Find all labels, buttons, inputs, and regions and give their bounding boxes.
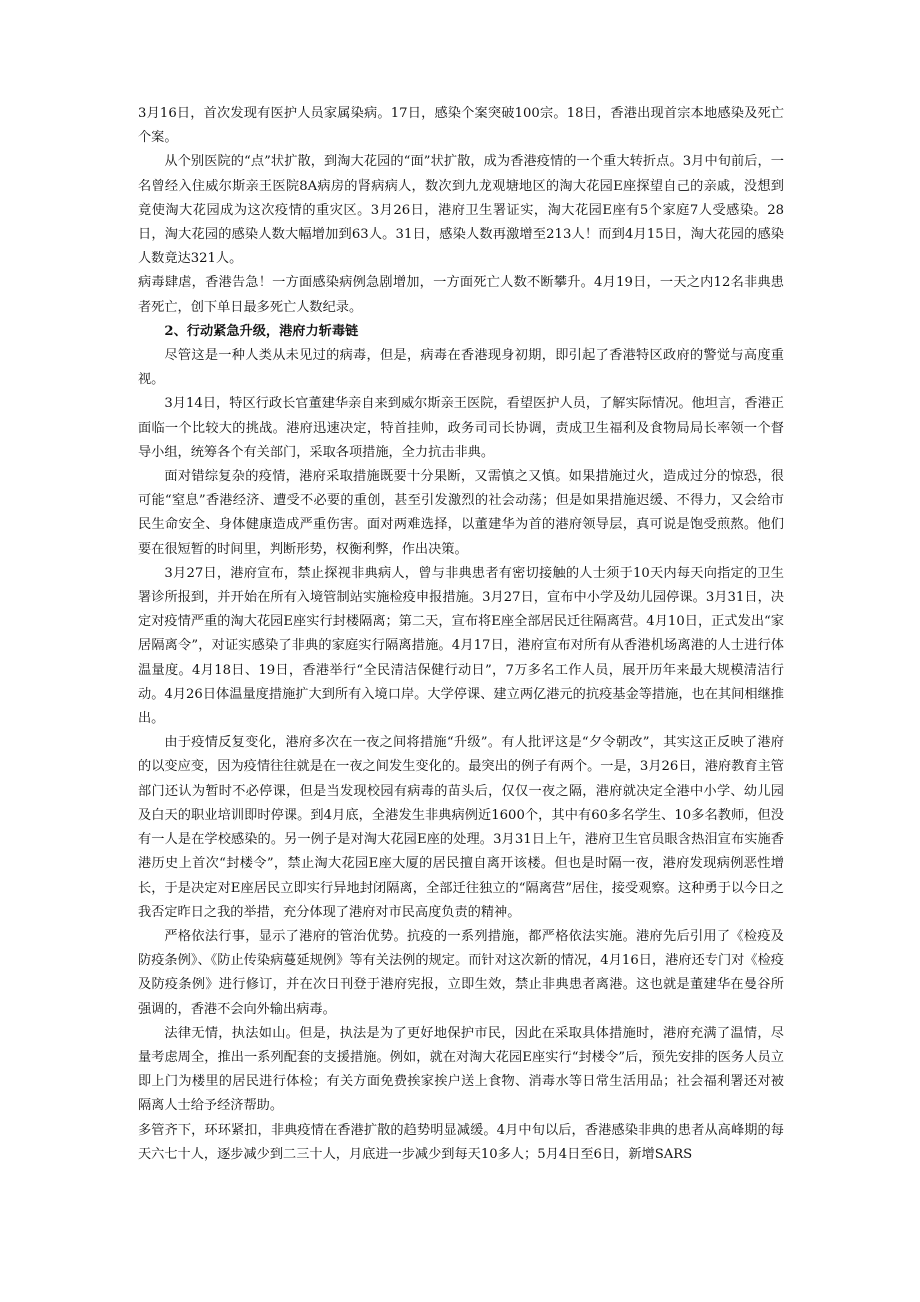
- paragraph-measures: 3月27日，港府宣布，禁止探视非典病人，曾与非典患者有密切接触的人士须于10天内每天向指定的卫生署诊所报到，并开始在所有入境管制站实施检疫申报措施。3月27日，宣布中小学及幼儿园停课。3月31日，决定对疫情严重的淘大花园E座实行封楼隔离；第二天，宣布将E座全部居民迁往隔离营。4月10日，正式发出“家居隔离令”，对证实感染了非典的家庭实行隔离措施。4月17日，港府宣布对所有从香港机场离港的人士进行体温量度。4月18日、19日，香港举行“全民清洁保健行动日”，7万多名工作人员，展开历年来最大规模清洁行动。4月26日体温量度措施扩大到所有入境口岸。大学停课、建立两亿港元的抗疫基金等措施，也在其间相继推出。: [138, 565, 784, 727]
- paragraph-escalation: 由于疫情反复变化，港府多次在一夜之间将措施“升级”。有人批评这是“夕令朝改”，其实这正反映了港府的以变应变，因为疫情往往就是在一夜之间发生变化的。最突出的例子有两个。一是，3月26日，港府教育主管部门还认为暂时不必停课，但是当发现校园有病毒的苗头后，仅仅一夜之隔，港府就决定全港中小学、幼儿园及白天的职业培训即时停课。到4月底，全港发生非典病例近1600个，其中有60多名学生、10多名教师，但没有一人是在学校感染的。另一例子是对淘大花园E座的处理。3月31日上午，港府卫生官员眼含热泪宣布实施香港历史上首次“封楼令”，禁止淘大花园E座大厦的居民擅自离开该楼。但也是时隔一夜，港府发现病例恶性增长，于是决定对E座居民立即实行异地封闭隔离，全部迁往独立的“隔离营”居住，接受观察。这种勇于以今日之我否定昨日之我的举措，充分体现了港府对市民高度负责的精神。: [138, 735, 784, 920]
- paragraph-early-alert: 尽管这是一种人类从未见过的病毒，但是，病毒在香港现身初期，即引起了香港特区政府的警觉与高度重视。: [138, 348, 784, 388]
- paragraph-dilemma: 面对错综复杂的疫情，港府采取措施既要十分果断，又需慎之又慎。如果措施过火，造成过分的惊恐，很可能“窒息”香港经济、遭受不必要的重创，甚至引发激烈的社会动荡；但是如果措施迟缓、不得力，又会给市民生命安全、身体健康造成严重伤害。面对两难选择，以董建华为首的港府领导层，真可说是饱受煎熬。他们要在很短暂的时间里，判断形势，权衡利弊，作出决策。: [138, 469, 784, 557]
- paragraph-crisis: 病毒肆虐，香港告急！一方面感染病例急剧增加，一方面死亡人数不断攀升。4月19日，一天之内12名非典患者死亡，创下单日最多死亡人数纪录。: [138, 275, 784, 315]
- paragraph-march-16: 3月16日，首次发现有医护人员家属染病。17日，感染个案突破100宗。18日，香港出现首宗本地感染及死亡个案。: [138, 106, 784, 146]
- paragraph-slowdown: 多管齐下，环环紧扣，非典疫情在香港扩散的趋势明显减缓。4月中旬以后，香港感染非典的患者从高峰期的每天六七十人，逐步减少到二三十人，月底进一步减少到每天10多人；5月4日至6日，新增SARS: [138, 1122, 784, 1162]
- document-page: [138, 102, 784, 1167]
- paragraph-march-14: 3月14日，特区行政长官董建华亲自来到威尔斯亲王医院，看望医护人员，了解实际情况。他坦言，香港正面临一个比较大的挑战。港府迅速决定，特首挂帅，政务司司长协调，责成卫生福利及食物局局长率领一个督导小组，统筹各个有关部门，采取各项措施，全力抗击非典。: [138, 396, 784, 460]
- paragraph-support: 法律无情，执法如山。但是，执法是为了更好地保护市民，因此在采取具体措施时，港府充满了温情，尽量考虑周全，推出一系列配套的支援措施。例如，就在对淘大花园E座实行“封楼令”后，预先安排的医务人员立即上门为楼里的居民进行体检；有关方面免费挨家挨户送上食物、消毒水等日常生活用品；社会福利署还对被隔离人士给予经济帮助。: [138, 1025, 784, 1114]
- section-heading: 2、行动紧急升级，港府力斩毒链: [164, 323, 359, 339]
- paragraph-rule-of-law: 严格依法行事，显示了港府的管治优势。抗疫的一系列措施，都严格依法实施。港府先后引用了《检疫及防疫条例》、《防止传染病蔓延规例》等有关法例的规定。而针对这次新的情况，4月16日，港府还专门对《检疫及防疫条例》进行修订，并在次日刊登于港府宪报，立即生效，禁止非典患者离港。这也就是董建华在曼谷所强调的，香港不会向外输出病毒。: [138, 928, 784, 1017]
- paragraph-amoy-gardens: 从个别医院的“点”状扩散，到淘大花园的“面”状扩散，成为香港疫情的一个重大转折点。3月中旬前后，一名曾经入住威尔斯亲王医院8A病房的肾病病人，数次到九龙观塘地区的淘大花园E座探望自己的亲戚，没想到竟使淘大花园成为这次疫情的重灾区。3月26日，港府卫生署证实，淘大花园E座有5个家庭7人受感染。28日，淘大花园的感染人数大幅增加到63人。31日，感染人数再激增至213人！而到4月15日，淘大花园的感染人数竟达321人。: [138, 154, 784, 267]
